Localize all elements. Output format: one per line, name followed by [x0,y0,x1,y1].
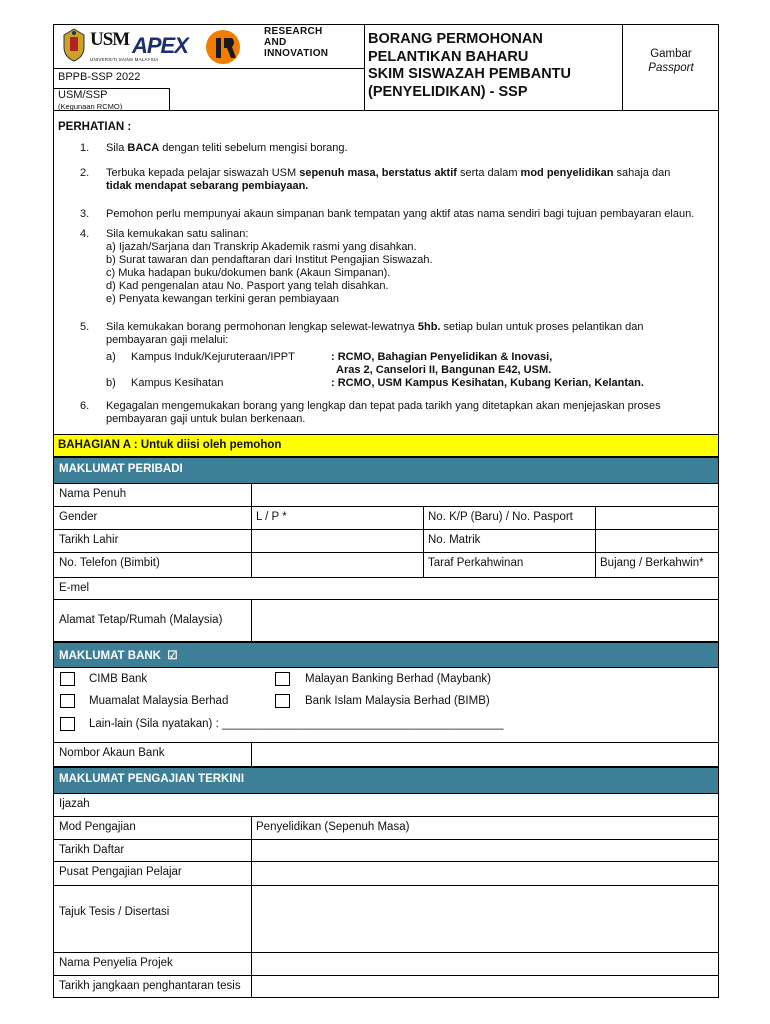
submit-date-label: Tarikh jangkaan penghantaran tesis [59,980,241,992]
checkbox-bimb[interactable] [275,694,290,708]
address-label: Alamat Tetap/Rumah (Malaysia) [59,614,223,626]
usage-note: (Kegunaan RCMO) [58,102,123,111]
school-label: Pusat Pengajian Pelajar [59,866,182,878]
supervisor-field[interactable] [251,953,718,975]
mode-field[interactable]: Penyelidikan (Sepenuh Masa) [256,821,410,833]
gender-field[interactable]: L / P * [256,511,287,523]
others-label[interactable]: Lain-lain (Sila nyatakan) : ____________________________________________ [89,718,504,730]
row-email [53,578,719,600]
row-dob [53,530,719,553]
usm-crest-logo [60,27,88,63]
notes-section: PERHATIAN : 1. Sila BACA dengan teliti sebelum mengisi borang. 2. Terbuka kepada pelajar siswazah USM sepenuh masa, berstatus aktif serta dalam mod penyelidikan sahaja dan tidak mendapat sebarang pembiayaan. 3. Pemohon perlu mempunyai akaun simpanan bank tempatan yang aktif atas nama sendiri bagi tujuan pembayaran elaun. 4. Sila kemukakan satu salinan: a) Ijazah/Sarjana dan Transkrip Akademik rasmi yang disahkan. b) Surat tawaran dan pendaftaran dari Institut Pengajian Siswazah. c) Muka hadapan buku/dokumen bank (Akaun Simpanan). d) Kad pengenalan atau No. Pasport yang telah disahkan. e) Penyata kewangan terkini geran pembiayaan 5. Sila kemukakan borang permohonan lengkap selewat-lewatnya 5hb. setiap bulan untuk proses pelantikan dan pembayaran gaji melalui: a) Kampus Induk/Kejuruteraan/IPPT : RCMO, Bahagian Penyelidikan & Inovasi, Aras 2, Canselori II, Bangunan E42, USM. b) Kampus Kesihatan : RCMO, USM Kampus Kesihatan, Kubang Kerian, Kelantan. 6. Kegagalan mengemukakan borang yang lengkap dan tepat pada tarikh yang ditetapkan akan menjejaskan proses pembayaran gaji untuk bulan berkenaan. [53,111,719,434]
row-school [53,862,719,886]
checkbox-cimb[interactable] [60,672,75,686]
phone-field[interactable] [251,553,423,577]
form-title: BORANG PERMOHONAN PELANTIKAN BAHARU SKIM SISWAZAH PEMBANTU (PENYELIDIKAN) - SSP [368,31,571,100]
ic-label: No. K/P (Baru) / No. Pasport [428,511,573,523]
ic-field[interactable] [595,507,718,529]
thesis-field[interactable] [251,886,718,952]
notes-heading: PERHATIAN : [58,121,132,133]
degree-label: Ijazah [59,798,90,810]
usm-logo: USM [90,29,130,50]
row-account [53,743,719,767]
row-full-name [53,484,719,507]
marital-label: Taraf Perkahwinan [428,557,524,569]
checkbox-muamalat[interactable] [60,694,75,708]
gender-label: Gender [59,511,98,523]
cimb-label: CIMB Bank [89,673,148,685]
checkbox-checked-icon: ☑ [167,650,178,662]
school-field[interactable] [251,862,718,885]
dob-field[interactable] [251,530,423,552]
study-info-heading: MAKLUMAT PENGAJIAN TERKINI [53,767,719,794]
matric-field[interactable] [595,530,718,552]
thesis-label: Tajuk Tesis / Disertasi [59,906,170,918]
email-label: E-mel [59,582,90,594]
row-phone [53,553,719,578]
row-address [53,600,719,642]
apex-logo: APEX [132,33,188,58]
reg-date-label: Tarikh Daftar [59,844,125,856]
degree-field[interactable] [54,794,718,816]
supervisor-label: Nama Penyelia Projek [59,957,173,969]
marital-field[interactable]: Bujang / Berkahwin* [600,557,704,569]
research-innovation-logo-icon [204,28,242,66]
matric-label: No. Matrik [428,534,481,546]
account-label: Nombor Akaun Bank [59,747,165,759]
personal-info-heading: MAKLUMAT PERIBADI [53,457,719,484]
row-submit-date [53,976,719,998]
dob-label: Tarikh Lahir [59,534,119,546]
reg-date-field[interactable] [251,840,718,861]
form-header [53,24,719,111]
row-mode [53,817,719,840]
full-name-label: Nama Penuh [59,488,127,500]
usm-logo-subtitle: UNIVERSITI SAINS MALAYSIA [90,57,159,62]
form-code: BPPB-SSP 2022 [58,71,141,83]
row-supervisor [53,953,719,976]
bimb-label: Bank Islam Malaysia Berhad (BIMB) [305,695,490,707]
maybank-label: Malayan Banking Berhad (Maybank) [305,673,492,685]
row-gender [53,507,719,530]
mode-label: Mod Pengajian [59,821,136,833]
bank-options [53,668,719,743]
bank-info-heading: MAKLUMAT BANK ☑ [53,642,719,668]
submit-date-field[interactable] [251,976,718,997]
phone-label: No. Telefon (Bimbit) [59,557,160,569]
ref-code: USM/SSP [58,89,108,101]
row-degree [53,794,719,817]
row-thesis [53,886,719,953]
checkbox-others[interactable] [60,717,75,731]
row-reg-date [53,840,719,862]
full-name-field[interactable] [251,484,718,506]
passport-photo-box[interactable]: Gambar Passport [648,48,694,74]
checkbox-maybank[interactable] [275,672,290,686]
email-field[interactable] [54,578,718,599]
account-field[interactable] [251,743,718,766]
address-field[interactable] [251,600,718,641]
section-a-banner: BAHAGIAN A : Untuk diisi oleh pemohon [53,434,719,457]
research-innovation-logo-text: RESEARCH AND INNOVATION [264,26,329,59]
muamalat-label: Muamalat Malaysia Berhad [89,695,229,707]
